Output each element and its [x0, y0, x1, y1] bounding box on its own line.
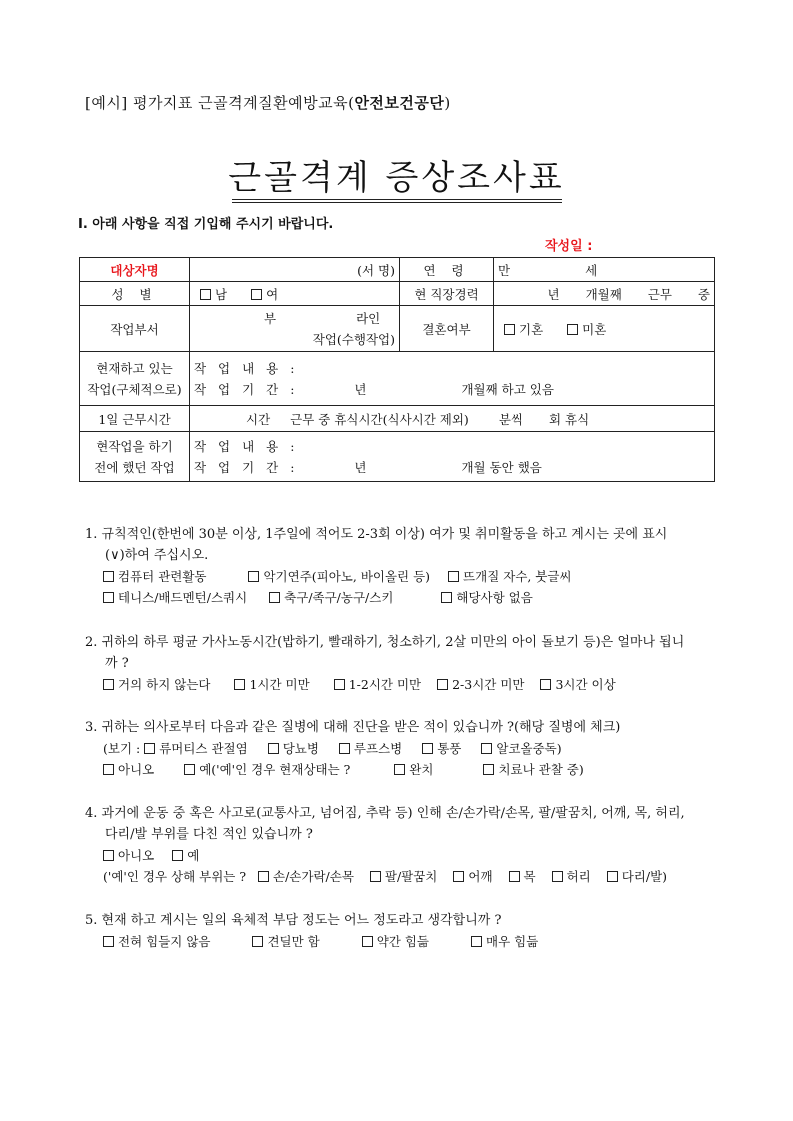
option-label: 매우 힘듦 [486, 934, 539, 949]
option-label: 약간 힘듦 [376, 934, 430, 949]
single-label: 미혼 [582, 321, 607, 337]
married-label: 기혼 [519, 321, 544, 337]
career-field[interactable]: 년 개월째 근무 중 [494, 282, 715, 306]
option-checkbox[interactable] [252, 936, 263, 947]
dept-field[interactable] [190, 306, 400, 352]
question-text: 1. 규칙적인(한번에 30분 이상, 1주일에 적어도 2-3회 이상) 여가 및 취미활동을 하고 계시는 곳에 표시 [85, 527, 668, 542]
option-checkbox[interactable] [339, 743, 350, 754]
option-label: 허리 [566, 869, 591, 884]
option-checkbox[interactable] [103, 850, 114, 861]
table-row [80, 282, 715, 306]
option-checkbox[interactable] [471, 936, 482, 947]
option-checkbox[interactable] [103, 764, 114, 775]
dept-unit-b: 라인 [356, 310, 381, 326]
document-header [85, 92, 451, 113]
previous-work-label [80, 432, 190, 482]
option-checkbox[interactable] [362, 936, 373, 947]
option-checkbox[interactable] [103, 571, 114, 582]
question-1 [85, 524, 667, 608]
single-checkbox[interactable] [567, 324, 578, 335]
option-label: 알코올중독) [496, 741, 562, 756]
question-text: 5. 현재 하고 계시는 일의 육체적 부담 정도는 어느 정도라고 생각합니까 ? [85, 913, 502, 928]
previous-work-tail: 개월 동안 했음 [461, 459, 542, 475]
option-checkbox[interactable] [540, 679, 551, 690]
section-instruction: I. 아래 사항을 직접 기입해 주시기 바랍니다. [78, 217, 334, 232]
title-underline [232, 199, 562, 200]
option-checkbox[interactable] [370, 871, 381, 882]
option-label: 2-3시간 미만 [452, 677, 525, 692]
female-checkbox[interactable] [251, 289, 262, 300]
examples-prefix: (보기 : [103, 741, 141, 756]
option-label: 뜨개질 자수, 붓글씨 [463, 569, 572, 584]
option-checkbox[interactable] [103, 592, 114, 603]
current-work-tail: 개월째 하고 있음 [461, 381, 554, 397]
table-row [80, 406, 715, 432]
female-label: 여 [266, 286, 279, 302]
table-row [80, 352, 715, 406]
option-checkbox[interactable] [453, 871, 464, 882]
option-label: 류머티스 관절염 [159, 741, 248, 756]
option-label: 견딜만 함 [267, 934, 320, 949]
option-label: 해당사항 없음 [456, 590, 533, 605]
page-title: 근골격계 증상조사표 [228, 158, 565, 198]
daily-hours-label: 1일 근무시간 [80, 406, 190, 432]
age-label: 연 령 [400, 258, 494, 282]
question-text-cont: 까 ? [105, 656, 129, 671]
option-checkbox[interactable] [234, 679, 245, 690]
previous-work-content: 작 업 내 용 : [194, 438, 295, 454]
option-label: 치료나 관찰 중) [498, 762, 584, 777]
dept-unit-a: 부 [264, 310, 277, 326]
option-checkbox[interactable] [481, 743, 492, 754]
current-work-year: 년 [354, 381, 367, 397]
question-text: 3. 귀하는 의사로부터 다음과 같은 질병에 대해 진단을 받은 적이 있습니까 ?(해당 질병에 체크) [85, 720, 621, 735]
option-checkbox[interactable] [184, 764, 195, 775]
option-label: 목 [523, 869, 536, 884]
question-text: 2. 귀하의 하루 평균 가사노동시간(밥하기, 빨래하기, 청소하기, 2살 미만의 아이 돌보기 등)은 얼마나 됩니 [85, 635, 685, 650]
question-3 [85, 717, 620, 780]
option-checkbox[interactable] [422, 743, 433, 754]
break-text: 근무 중 휴식시간(식사시간 제외) [290, 411, 469, 427]
question-2 [85, 632, 684, 695]
header-suffix: ) [444, 94, 451, 112]
option-label: 루프스병 [353, 741, 403, 756]
option-label: 테니스/배드멘턴/스쿼시 [118, 590, 248, 605]
option-checkbox[interactable] [103, 936, 114, 947]
career-label: 현 직장경력 [400, 282, 494, 306]
table-row [80, 432, 715, 482]
option-label: 예 [187, 848, 200, 863]
option-checkbox[interactable] [334, 679, 345, 690]
option-label: 아니오 [118, 848, 155, 863]
current-work-label [80, 352, 190, 406]
option-label: 다리/발) [621, 869, 668, 884]
male-label: 남 [215, 286, 228, 302]
table-row [80, 258, 715, 282]
option-checkbox[interactable] [483, 764, 494, 775]
option-label: 팔/팔꿈치 [384, 869, 438, 884]
option-checkbox[interactable] [269, 592, 280, 603]
signature-field[interactable] [190, 258, 400, 282]
option-label: 통풍 [437, 741, 462, 756]
option-checkbox[interactable] [172, 850, 183, 861]
daily-hours-field[interactable] [190, 406, 715, 432]
option-checkbox[interactable] [248, 571, 259, 582]
dept-unit-c: 작업(수행작업) [312, 331, 395, 347]
current-work-label-b: 작업(구체적으로) [87, 381, 182, 397]
previous-work-label-a: 현작업을 하기 [96, 438, 173, 454]
option-label: 당뇨병 [282, 741, 319, 756]
header-org: 안전보건공단 [354, 94, 445, 112]
option-checkbox[interactable] [268, 743, 279, 754]
option-checkbox[interactable] [144, 743, 155, 754]
option-label: 축구/족구/농구/스키 [284, 590, 394, 605]
option-checkbox[interactable] [394, 764, 405, 775]
title-underline-2 [232, 202, 562, 203]
previous-work-year: 년 [354, 459, 367, 475]
age-field[interactable] [494, 258, 715, 282]
current-work-period: 작 업 기 간 : [194, 381, 295, 397]
option-label: 1시간 미만 [249, 677, 310, 692]
personal-info-table [79, 257, 715, 482]
option-label: 어깨 [468, 869, 493, 884]
hours-unit: 시간 [246, 411, 271, 427]
option-label: 완치 [409, 762, 434, 777]
option-label: 전혀 힘들지 않음 [118, 934, 211, 949]
option-label: 악기연주(피아노, 바이올린 등) [263, 569, 431, 584]
follow-prefix: ('예'인 경우 상해 부위는 ? [103, 869, 247, 884]
option-checkbox[interactable] [437, 679, 448, 690]
question-text-cont: (∨)하여 주십시오. [105, 548, 209, 563]
current-work-content: 작 업 내 용 : [194, 360, 295, 376]
option-label: 3시간 이상 [555, 677, 616, 692]
dept-label: 작업부서 [80, 306, 190, 352]
times-unit: 회 휴식 [548, 411, 590, 427]
marital-label: 결혼여부 [400, 306, 494, 352]
gender-label: 성 별 [80, 282, 190, 306]
option-label: 손/손가락/손목 [273, 869, 354, 884]
previous-work-label-b: 전에 했던 작업 [94, 459, 175, 475]
option-checkbox[interactable] [607, 871, 618, 882]
option-checkbox[interactable] [441, 592, 452, 603]
gender-field [190, 282, 400, 306]
question-text-cont: 다리/발 부위를 다친 적인 있습니까 ? [105, 827, 313, 842]
age-unit-b: 세 [585, 262, 598, 278]
subject-name-label: 대상자명 [80, 258, 190, 282]
option-checkbox[interactable] [103, 679, 114, 690]
option-checkbox[interactable] [509, 871, 520, 882]
married-checkbox[interactable] [504, 324, 515, 335]
question-4 [85, 803, 685, 887]
minutes-unit: 분씩 [498, 411, 523, 427]
date-label[interactable]: 작성일 : [545, 239, 593, 254]
option-checkbox[interactable] [552, 871, 563, 882]
marital-field [494, 306, 715, 352]
question-text: 4. 과거에 운동 중 혹은 사고로(교통사고, 넘어짐, 추락 등) 인해 손/손가락/손목, 팔/팔꿈치, 어깨, 목, 허리, [85, 806, 685, 821]
option-label: 1-2시간 미만 [348, 677, 422, 692]
option-checkbox[interactable] [448, 571, 459, 582]
current-work-label-a: 현재하고 있는 [96, 360, 173, 376]
option-label: 컴퓨터 관련활동 [118, 569, 207, 584]
male-checkbox[interactable] [200, 289, 211, 300]
option-checkbox[interactable] [258, 871, 269, 882]
previous-work-field[interactable] [190, 432, 715, 482]
current-work-field[interactable] [190, 352, 715, 406]
option-label: 아니오 [118, 762, 155, 777]
option-label: 거의 하지 않는다 [118, 677, 211, 692]
age-unit-a: 만 [498, 262, 511, 278]
signature-hint: (서 명) [357, 262, 395, 278]
previous-work-period: 작 업 기 간 : [194, 459, 295, 475]
option-label: 예('예'인 경우 현재상태는 ? [199, 762, 351, 777]
table-row [80, 306, 715, 352]
header-prefix: [예시] 평가지표 근골격계질환예방교육( [85, 94, 355, 112]
question-5 [85, 910, 538, 952]
